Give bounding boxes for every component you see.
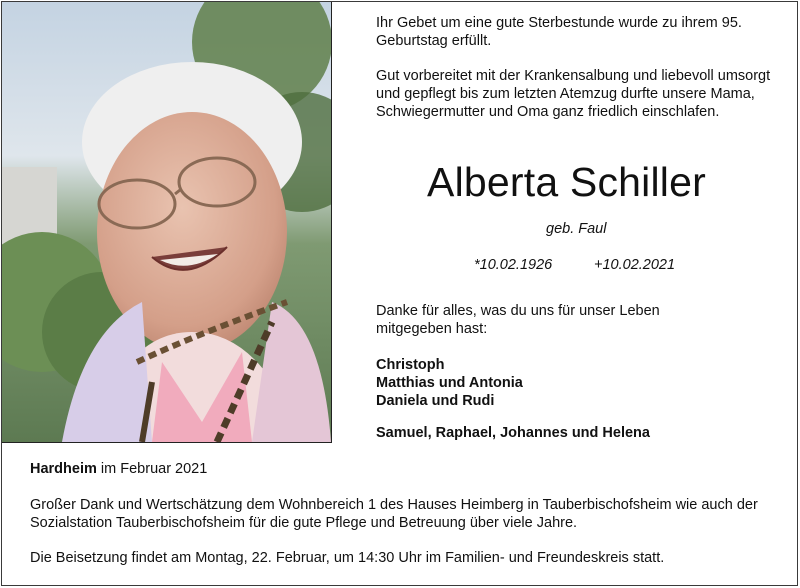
portrait-illustration — [2, 2, 331, 442]
family-member: Daniela und Rudi — [376, 393, 495, 409]
death-date: +10.02.2021 — [594, 257, 676, 273]
funeral-text: Die Beisetzung findet am Montag, 22. Februar, um 14:30 Uhr im Familien- und Freundeskreis statt. — [30, 550, 665, 566]
birth-date: *10.02.1926 — [474, 257, 553, 273]
grandchildren: Samuel, Raphael, Johannes und Helena — [376, 425, 650, 441]
family-member: Matthias und Antonia — [376, 375, 523, 391]
portrait-photo — [2, 2, 332, 443]
intro-block — [376, 14, 786, 121]
gratitude-text: Großer Dank und Wertschätzung dem Wohnbereich 1 des Hauses Heimberg in Tauberbischofsheim wie auch der Sozialstation Tauberbischofsheim für die gute Pflege und Betreuung über viele Jahre. — [30, 497, 758, 531]
deceased-name: Alberta Schiller — [427, 159, 706, 205]
place-date — [30, 460, 207, 478]
date-line: im Februar 2021 — [100, 461, 208, 477]
intro-paragraph-1: Ihr Gebet um eine gute Sterbestunde wurde zu ihrem 95. Geburtstag erfüllt. — [376, 15, 742, 49]
thanks-text: Danke für alles, was du uns für unser Leben mitgegeben hast: — [376, 303, 660, 337]
intro-paragraph-2: Gut vorbereitet mit der Krankensalbung und liebevoll umsorgt und gepflegt bis zum letzten Atemzug durfte unsere Mama, Schwiegermutter und Oma ganz friedlich einschlafen. — [376, 68, 771, 120]
family-list — [376, 356, 523, 410]
maiden-name: geb. Faul — [546, 221, 607, 237]
family-member: Christoph — [376, 357, 445, 373]
place: Hardheim — [30, 461, 97, 477]
